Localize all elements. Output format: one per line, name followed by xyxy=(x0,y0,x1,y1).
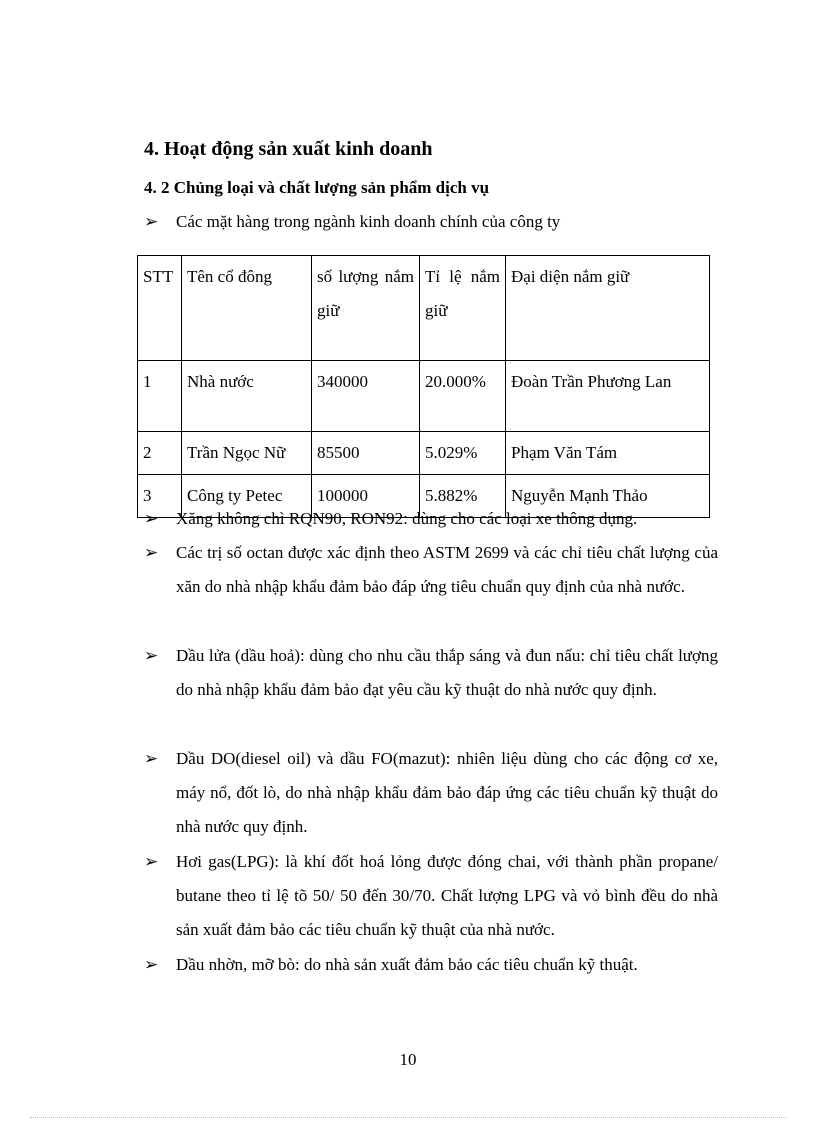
table-cell: 2 xyxy=(138,432,182,475)
table-cell: Trần Ngọc Nữ xyxy=(182,432,312,475)
arrow-bullet-icon: ➢ xyxy=(144,646,159,665)
table-cell: Nguyễn Mạnh Thảo xyxy=(506,475,710,518)
table-row xyxy=(138,432,710,475)
arrow-bullet-icon: ➢ xyxy=(144,955,159,974)
table-header-row xyxy=(138,256,710,361)
table-cell: 1 xyxy=(138,361,182,432)
table-cell: 3 xyxy=(138,475,182,518)
table-header-cell: số lượng nắm giữ xyxy=(312,256,420,361)
table-header-cell: Đại diện nắm giữ xyxy=(506,256,710,361)
arrow-bullet-icon: ➢ xyxy=(144,509,159,528)
section-heading: 4. Hoạt động sản xuất kinh doanh xyxy=(144,138,433,160)
arrow-bullet-icon: ➢ xyxy=(144,543,159,562)
table-header-cell: STT xyxy=(138,256,182,361)
intro-text: Các mặt hàng trong ngành kinh doanh chính của công ty xyxy=(176,212,561,231)
footer-divider xyxy=(30,1117,786,1118)
list-item-text: Xăng không chì RQN90, RON92: dùng cho các loại xe thông dụng. xyxy=(176,509,638,528)
table-cell: Đoàn Trần Phương Lan xyxy=(506,361,710,432)
table-cell: 5.029% xyxy=(420,432,506,475)
list-item-text: Dầu lửa (dầu hoả): dùng cho nhu cầu thắp sáng và đun nấu: chỉ tiêu chất lượng do nhà nhập khẩu đảm bảo đạt yêu cầu kỹ thuật do nhà nước quy định. xyxy=(176,646,718,699)
shareholder-table xyxy=(137,255,710,518)
table-cell: 20.000% xyxy=(420,361,506,432)
table-cell: 5.882% xyxy=(420,475,506,518)
table-cell: Công ty Petec xyxy=(182,475,312,518)
arrow-bullet-icon: ➢ xyxy=(144,212,159,231)
table-cell: 340000 xyxy=(312,361,420,432)
list-item-text: Dầu nhờn, mỡ bò: do nhà sản xuất đảm bảo các tiêu chuẩn kỹ thuật. xyxy=(176,955,638,974)
table-cell: Phạm Văn Tám xyxy=(506,432,710,475)
list-item-text: Hơi gas(LPG): là khí đốt hoá lỏng được đóng chai, với thành phần propane/ butane theo tỉ lệ tõ 50/ 50 đến 30/70. Chất lượng LPG và vỏ bình đều do nhà sản xuất đảm bảo các tiêu chuẩn kỹ thuật của nhà nước. xyxy=(176,852,718,939)
subsection-heading: 4. 2 Chủng loại và chất lượng sản phẩm dịch vụ xyxy=(144,178,490,197)
table-header-cell: Tên cổ đông xyxy=(182,256,312,361)
list-item-text: Dầu DO(diesel oil) và dầu FO(mazut): nhiên liệu dùng cho các động cơ xe, máy nổ, đốt lò, do nhà nhập khẩu đảm bảo đáp ứng các tiêu chuẩn kỹ thuật do nhà nước quy định. xyxy=(176,749,718,836)
table-cell: Nhà nước xyxy=(182,361,312,432)
table-row xyxy=(138,361,710,432)
table-header-cell: Tỉ lệ nắm giữ xyxy=(420,256,506,361)
arrow-bullet-icon: ➢ xyxy=(144,749,159,768)
table-cell: 85500 xyxy=(312,432,420,475)
arrow-bullet-icon: ➢ xyxy=(144,852,159,871)
table-cell: 100000 xyxy=(312,475,420,518)
list-item-text: Các trị số octan được xác định theo ASTM 2699 và các chỉ tiêu chất lượng của xăn do nhà nhập khẩu đảm bảo đáp ứng tiêu chuẩn quy định của nhà nước. xyxy=(176,543,718,596)
page-number: 10 xyxy=(399,1050,417,1069)
